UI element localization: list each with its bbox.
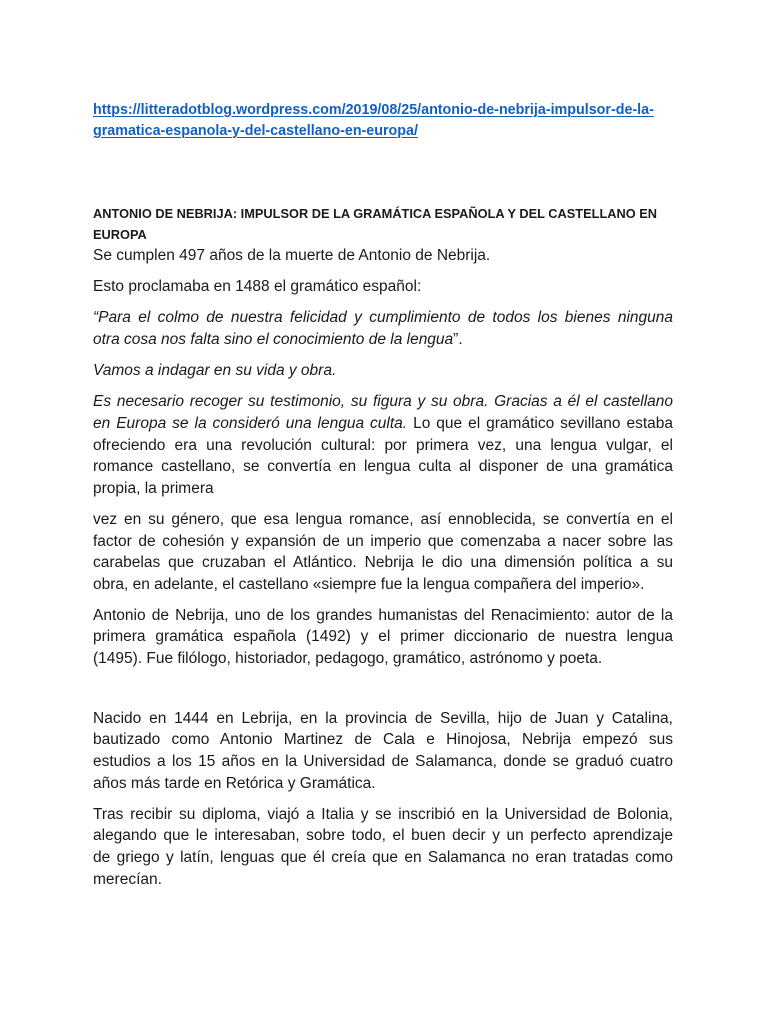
paragraph-line: factor de cohesión y expansión de un imperio que comenzaba a nacer sobre las bbox=[93, 532, 673, 550]
paragraph-line: Antonio de Nebrija, uno de los grandes humanistas del Renacimiento: autor de la bbox=[93, 606, 673, 624]
paragraph-anniversary bbox=[93, 245, 673, 267]
paragraph-line: obra, en adelante, el castellano «siempre fue la lengua compañera del imperio». bbox=[93, 575, 645, 593]
paragraph-line: carabelas que cruzaban el Atlántico. Nebrija le dio una dimensión política a su bbox=[93, 554, 673, 572]
paragraph-proclamation bbox=[93, 276, 673, 298]
paragraph-purpose bbox=[93, 360, 673, 382]
paragraph-line: (1495). Fue filólogo, historiador, pedagogo, gramático, astrónomo y poeta. bbox=[93, 650, 603, 668]
paragraph-line: Nacido en 1444 en Lebrija, en la provincia de Sevilla, hijo de Juan y Catalina, bbox=[93, 709, 673, 727]
paragraph-line: Esto proclamaba en 1488 el gramático español: bbox=[93, 278, 422, 296]
paragraph-quote bbox=[93, 307, 673, 350]
paragraph-line: alegando que le interesaban, sobre todo, el buen decir y un perfecto aprendizaje bbox=[93, 827, 673, 845]
paragraph-humanist bbox=[93, 605, 673, 670]
document-heading bbox=[93, 204, 673, 245]
paragraph-line: bautizado como Antonio Martinez de Cala e Hinojosa, Nebrija empezó sus bbox=[93, 731, 673, 749]
paragraph-line: propia, la primera bbox=[93, 479, 214, 497]
paragraph-line: Es necesario recoger su testimonio, su figura y su obra. Gracias a él el castellano bbox=[93, 393, 673, 411]
paragraph-line bbox=[93, 413, 673, 435]
source-link-line[interactable]: gramatica-espanola-y-del-castellano-en-europa/ bbox=[93, 122, 418, 139]
heading-line: ANTONIO DE NEBRIJA: IMPULSOR DE LA GRAMÁTICA ESPAÑOLA Y DEL CASTELLANO EN bbox=[93, 206, 658, 221]
paragraph-line: primera gramática española (1492) y el primer diccionario de nuestra lengua bbox=[93, 628, 673, 646]
paragraph-italy bbox=[93, 804, 673, 890]
quote-line: “Para el colmo de nuestra felicidad y cumplimiento de todos los bienes ninguna bbox=[93, 309, 673, 327]
document-body bbox=[93, 100, 673, 900]
text-segment: ”. bbox=[453, 330, 463, 348]
paragraph-testimony bbox=[93, 391, 673, 499]
italic-segment: en Europa se la consideró una lengua culta. bbox=[93, 414, 408, 432]
paragraph-line: de griego y latín, lenguas que él creía que en Salamanca no eran tratadas como bbox=[93, 848, 673, 866]
paragraph-line: ofreciendo era una revolución cultural: por primera vez, una lengua vulgar, el bbox=[93, 436, 673, 454]
italic-segment: otra cosa nos falta sino el conocimiento de la lengua bbox=[93, 330, 454, 348]
paragraph-cohesion bbox=[93, 509, 673, 595]
paragraph-line: estudios a los 15 años en la Universidad de Salamanca, donde se graduó cuatro bbox=[93, 752, 673, 770]
paragraph-line: años más tarde en Retórica y Gramática. bbox=[93, 774, 376, 792]
quote-line bbox=[93, 329, 673, 351]
source-link[interactable] bbox=[93, 100, 673, 142]
text-segment: Lo que el gramático sevillano estaba bbox=[407, 414, 673, 432]
paragraph-line: romance castellano, se convertía en lengua culta al disponer de una gramática bbox=[93, 458, 673, 476]
paragraph-line: Se cumplen 497 años de la muerte de Antonio de Nebrija. bbox=[93, 247, 491, 264]
paragraph-line: Vamos a indagar en su vida y obra. bbox=[93, 362, 337, 380]
paragraph-line: vez en su género, que esa lengua romance, así ennoblecida, se convertía en el bbox=[93, 510, 673, 528]
paragraph-line: Tras recibir su diploma, viajó a Italia y se inscribió en la Universidad de Bolonia, bbox=[93, 805, 673, 823]
paragraph-line: merecían. bbox=[93, 870, 162, 888]
heading-line: EUROPA bbox=[93, 226, 147, 242]
source-link-line[interactable]: https://litteradotblog.wordpress.com/2019/08/25/antonio-de-nebrija-impulsor-de-la- bbox=[93, 101, 654, 118]
paragraph-birth bbox=[93, 708, 673, 794]
